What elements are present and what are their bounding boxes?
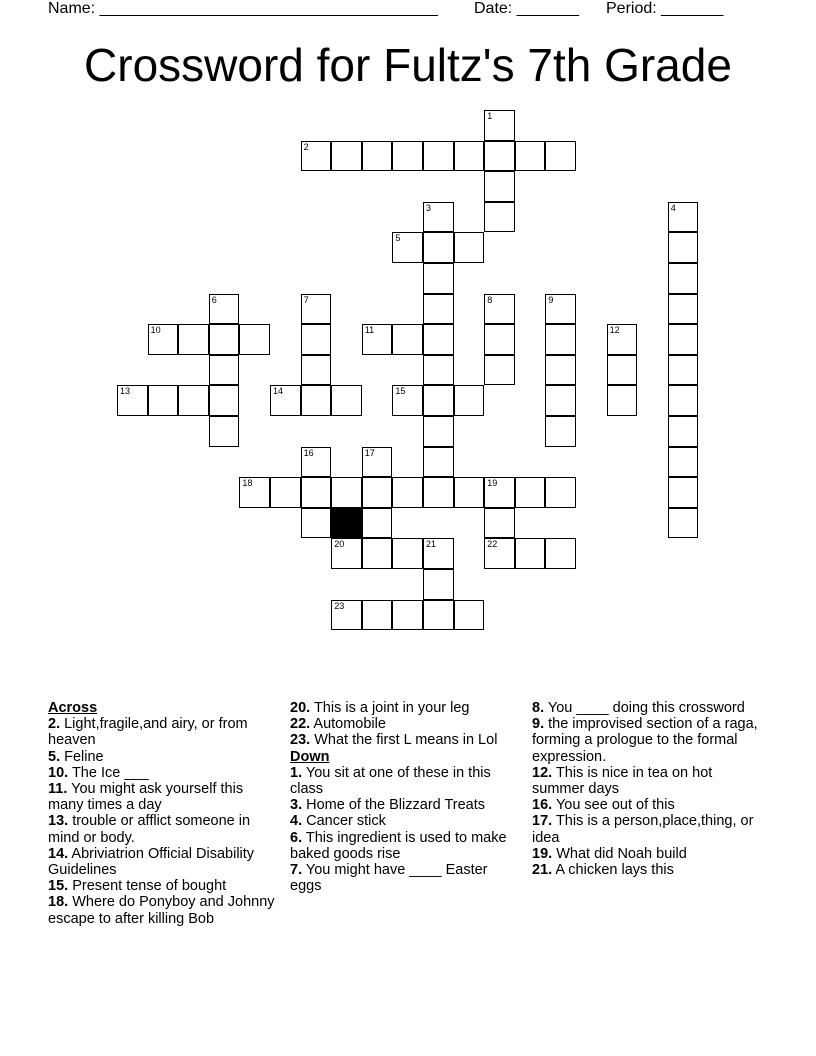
grid-cell[interactable] bbox=[668, 324, 699, 355]
grid-cell[interactable] bbox=[515, 477, 546, 508]
grid-cell[interactable] bbox=[178, 385, 209, 416]
grid-cell[interactable] bbox=[362, 324, 393, 355]
grid-cell[interactable] bbox=[423, 385, 454, 416]
clue-number-3: 3 bbox=[426, 202, 432, 213]
grid-cell[interactable] bbox=[362, 600, 393, 631]
grid-cell[interactable] bbox=[607, 324, 638, 355]
grid-cell[interactable] bbox=[270, 477, 301, 508]
grid-cell[interactable] bbox=[392, 477, 423, 508]
clue-number-7: 7 bbox=[303, 294, 309, 305]
grid-cell[interactable] bbox=[423, 141, 454, 172]
grid-cell[interactable] bbox=[331, 538, 362, 569]
grid-cell[interactable] bbox=[362, 477, 393, 508]
clue-number: 22. bbox=[290, 716, 311, 733]
grid-cell[interactable] bbox=[392, 538, 423, 569]
clue-number: 21. bbox=[532, 862, 553, 879]
clue-number: 3. bbox=[290, 797, 303, 814]
grid-cell[interactable] bbox=[454, 600, 485, 631]
grid-cell[interactable] bbox=[362, 141, 393, 172]
clue-number: 20. bbox=[290, 700, 311, 716]
grid-cell[interactable] bbox=[668, 232, 699, 263]
clue-number-1: 1 bbox=[487, 111, 493, 121]
clue-number-5: 5 bbox=[395, 233, 401, 244]
grid-cell[interactable] bbox=[392, 141, 423, 172]
clue-number: 23. bbox=[290, 732, 311, 749]
across-clue: 15. Present tense of bought bbox=[48, 878, 227, 895]
clue-number-21: 21 bbox=[426, 539, 437, 550]
grid-cell[interactable] bbox=[668, 508, 699, 539]
across-clue: 2. Light,fragile,and airy, or from heaven bbox=[48, 716, 248, 749]
clue-number-12: 12 bbox=[609, 325, 620, 336]
grid-cell[interactable] bbox=[484, 355, 515, 386]
grid-cell[interactable] bbox=[331, 141, 362, 172]
grid-cell[interactable] bbox=[454, 232, 485, 263]
grid-cell[interactable] bbox=[423, 263, 454, 294]
grid-cell[interactable] bbox=[148, 385, 179, 416]
down-clue: 17. This is a person,place,thing, or idea bbox=[532, 813, 754, 846]
clue-column-1 bbox=[48, 700, 280, 927]
grid-cell[interactable] bbox=[301, 355, 332, 386]
across-clue: 22. Automobile bbox=[290, 716, 386, 733]
down-clue: 9. the improvised section of a raga, forming a prologue to the formal expression. bbox=[532, 716, 758, 765]
grid-cell[interactable] bbox=[331, 477, 362, 508]
grid-cell[interactable] bbox=[668, 355, 699, 386]
clue-number: 2. bbox=[48, 716, 61, 733]
clue-number: 13. bbox=[48, 813, 69, 830]
down-clue: 16. You see out of this bbox=[532, 797, 675, 814]
clue-number-23: 23 bbox=[334, 600, 345, 611]
clue-number-19: 19 bbox=[487, 478, 498, 489]
grid-cell[interactable] bbox=[209, 385, 240, 416]
grid-cell[interactable] bbox=[545, 141, 576, 172]
grid-cell[interactable] bbox=[423, 600, 454, 631]
grid-cell[interactable] bbox=[301, 447, 332, 478]
grid-cell[interactable] bbox=[301, 141, 332, 172]
grid-cell[interactable] bbox=[454, 385, 485, 416]
grid-cell[interactable] bbox=[301, 508, 332, 539]
grid-cell[interactable] bbox=[484, 110, 515, 141]
grid-cell[interactable] bbox=[209, 355, 240, 386]
clue-number-20: 20 bbox=[334, 539, 345, 550]
across-clue: 13. trouble or afflict someone in mind or body. bbox=[48, 813, 251, 846]
clue-number: 16. bbox=[532, 797, 553, 814]
grid-cell[interactable] bbox=[545, 385, 576, 416]
grid-cell[interactable] bbox=[515, 538, 546, 569]
black-cell bbox=[331, 508, 362, 539]
clue-number-9: 9 bbox=[548, 294, 554, 305]
down-clue: 4. Cancer stick bbox=[290, 813, 386, 830]
grid-cell[interactable] bbox=[484, 141, 515, 172]
clue-number-14: 14 bbox=[273, 386, 284, 397]
down-heading: Down bbox=[290, 748, 330, 765]
grid-cell[interactable] bbox=[607, 385, 638, 416]
down-clue: 19. What did Noah build bbox=[532, 845, 687, 862]
grid-cell[interactable] bbox=[301, 294, 332, 325]
grid-cell[interactable] bbox=[454, 477, 485, 508]
grid-cell[interactable] bbox=[545, 294, 576, 325]
clue-number: 19. bbox=[532, 845, 553, 862]
down-clue: 7. You might have ____ Easter eggs bbox=[290, 862, 488, 895]
clue-number: 5. bbox=[48, 748, 61, 765]
grid-cell[interactable] bbox=[423, 569, 454, 600]
clue-number: 8. bbox=[532, 700, 545, 716]
grid-cell[interactable] bbox=[607, 355, 638, 386]
grid-cell[interactable] bbox=[301, 477, 332, 508]
grid-cell[interactable] bbox=[484, 324, 515, 355]
grid-cell[interactable] bbox=[484, 171, 515, 202]
grid-cell[interactable] bbox=[331, 600, 362, 631]
across-clue: 5. Feline bbox=[48, 748, 104, 765]
grid-cell[interactable] bbox=[454, 141, 485, 172]
grid-cell[interactable] bbox=[392, 232, 423, 263]
grid-cell[interactable] bbox=[178, 324, 209, 355]
grid-cell[interactable] bbox=[270, 385, 301, 416]
clue-number-2: 2 bbox=[303, 141, 309, 152]
grid-cell[interactable] bbox=[545, 538, 576, 569]
grid-cell[interactable] bbox=[668, 416, 699, 447]
clue-number: 10. bbox=[48, 764, 69, 781]
across-clue: 11. You might ask yourself this many times a day bbox=[48, 781, 244, 814]
grid-cell[interactable] bbox=[423, 232, 454, 263]
grid-cell[interactable] bbox=[423, 324, 454, 355]
grid-cell[interactable] bbox=[423, 202, 454, 233]
clue-number: 12. bbox=[532, 764, 553, 781]
grid-cell[interactable] bbox=[209, 324, 240, 355]
down-clue: 3. Home of the Blizzard Treats bbox=[290, 797, 486, 814]
name-field-label[interactable]: Name: ______________________________________ bbox=[48, 0, 438, 17]
grid-cell[interactable] bbox=[423, 477, 454, 508]
grid-cell[interactable] bbox=[423, 447, 454, 478]
period-field-label[interactable]: Period: _______ bbox=[606, 0, 724, 17]
down-clue: 1. You sit at one of these in this class bbox=[290, 764, 491, 798]
date-field-label[interactable]: Date: _______ bbox=[474, 0, 579, 17]
grid-cell[interactable] bbox=[239, 477, 270, 508]
grid-cell[interactable] bbox=[668, 202, 699, 233]
clue-number-10: 10 bbox=[150, 325, 161, 336]
grid-cell[interactable] bbox=[668, 447, 699, 478]
clue-number-18: 18 bbox=[242, 478, 253, 489]
page-title: Crossword for Fultz's 7th Grade bbox=[84, 39, 732, 91]
down-clue: 8. You ____ doing this crossword bbox=[532, 700, 745, 716]
clue-number-16: 16 bbox=[303, 447, 314, 458]
grid-cell[interactable] bbox=[484, 477, 515, 508]
down-clue: 12. This is nice in tea on hot summer days bbox=[532, 764, 713, 798]
across-clue: 23. What the first L means in Lol bbox=[290, 732, 498, 749]
grid-cell[interactable] bbox=[423, 355, 454, 386]
grid-cell[interactable] bbox=[423, 294, 454, 325]
clue-number: 18. bbox=[48, 894, 69, 911]
grid-cell[interactable] bbox=[423, 538, 454, 569]
clue-number-13: 13 bbox=[120, 386, 131, 397]
clue-number-22: 22 bbox=[487, 539, 498, 550]
grid-cell[interactable] bbox=[209, 416, 240, 447]
grid-cell[interactable] bbox=[545, 477, 576, 508]
clue-number: 11. bbox=[48, 781, 68, 798]
across-clue: 20. This is a joint in your leg bbox=[290, 700, 470, 716]
grid-cell[interactable] bbox=[239, 324, 270, 355]
grid-cell[interactable] bbox=[301, 385, 332, 416]
grid-cell[interactable] bbox=[515, 141, 546, 172]
grid-cell[interactable] bbox=[668, 294, 699, 325]
grid-cell[interactable] bbox=[545, 416, 576, 447]
grid-cell[interactable] bbox=[362, 508, 393, 539]
grid-cell[interactable] bbox=[209, 294, 240, 325]
across-clue: 14. Abriviatrion Official Disability Guidelines bbox=[48, 845, 255, 879]
grid-cell[interactable] bbox=[392, 600, 423, 631]
clue-number: 17. bbox=[532, 813, 553, 830]
clue-number: 14. bbox=[48, 845, 69, 862]
grid-cell[interactable] bbox=[423, 416, 454, 447]
clue-number: 6. bbox=[290, 829, 303, 846]
grid-cell[interactable] bbox=[484, 202, 515, 233]
grid-cell[interactable] bbox=[392, 385, 423, 416]
clue-number-8: 8 bbox=[487, 294, 493, 305]
across-heading: Across bbox=[48, 700, 98, 716]
clue-number-4: 4 bbox=[670, 202, 676, 213]
clue-number: 4. bbox=[290, 813, 303, 830]
clue-number: 15. bbox=[48, 878, 69, 895]
grid-cell[interactable] bbox=[392, 324, 423, 355]
clue-number-15: 15 bbox=[395, 386, 406, 397]
clue-number-11: 11 bbox=[364, 325, 375, 336]
grid-cell[interactable] bbox=[668, 385, 699, 416]
down-clue: 6. This ingredient is used to make baked goods rise bbox=[290, 829, 507, 862]
clue-number: 9. bbox=[532, 716, 545, 733]
grid-cell[interactable] bbox=[117, 385, 148, 416]
grid-cell[interactable] bbox=[484, 294, 515, 325]
grid-cell[interactable] bbox=[148, 324, 179, 355]
clue-number-6: 6 bbox=[211, 294, 217, 305]
grid-cell[interactable] bbox=[362, 447, 393, 478]
grid-cell[interactable] bbox=[545, 324, 576, 355]
grid-cell[interactable] bbox=[668, 477, 699, 508]
grid-cell[interactable] bbox=[301, 324, 332, 355]
grid-cell[interactable] bbox=[545, 355, 576, 386]
down-clue: 21. A chicken lays this bbox=[532, 862, 674, 879]
clue-column-2 bbox=[290, 700, 522, 894]
clue-number-17: 17 bbox=[364, 447, 375, 458]
clue-column-3 bbox=[532, 700, 764, 878]
grid-cell[interactable] bbox=[668, 263, 699, 294]
clue-number: 7. bbox=[290, 862, 303, 879]
clue-number: 1. bbox=[290, 764, 303, 781]
grid-cell[interactable] bbox=[484, 508, 515, 539]
across-clue: 18. Where do Ponyboy and Johnny escape to after killing Bob bbox=[48, 894, 275, 927]
grid-cell[interactable] bbox=[484, 538, 515, 569]
across-clue: 10. The Ice ___ bbox=[48, 764, 149, 781]
grid-cell[interactable] bbox=[331, 385, 362, 416]
grid-cell[interactable] bbox=[362, 538, 393, 569]
